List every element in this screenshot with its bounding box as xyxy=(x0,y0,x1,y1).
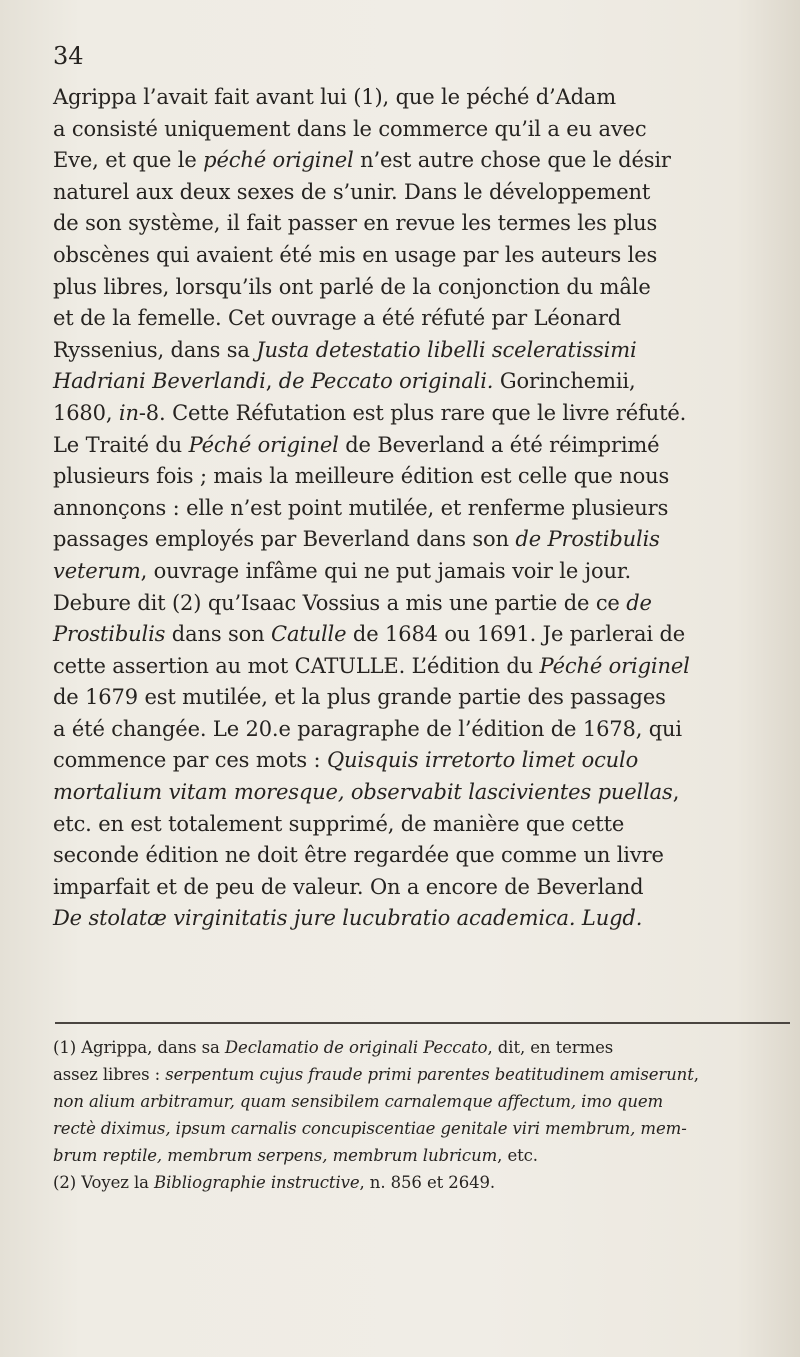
italic-text: Prostibulis xyxy=(53,622,166,647)
footnote-line xyxy=(53,1061,793,1088)
text-run: Agrippa l’avait fait avant lui (1), que le péché d’Adam xyxy=(53,85,617,109)
text-line xyxy=(53,303,793,335)
italic-text: Péché originel xyxy=(188,432,339,457)
text-line xyxy=(53,430,793,462)
text-run: seconde édition ne doit être regardée que comme un livre xyxy=(53,843,664,868)
text-line xyxy=(53,335,793,367)
text-run: (2) Voyez la xyxy=(53,1173,155,1192)
italic-text: non alium arbitramur, quam sensibilem carnalemque affectum, imo quem xyxy=(53,1092,664,1111)
footnote-line xyxy=(53,1034,793,1061)
text-run: 1680, xyxy=(53,400,119,425)
italic-text: veterum xyxy=(53,558,141,583)
text-run: de 1679 est mutilée, et la plus grande partie des passages xyxy=(53,685,666,710)
italic-text: Quisquis irretorto limet oculo xyxy=(326,748,639,773)
text-line xyxy=(53,872,793,904)
text-run: plus libres, lorsqu’ils ont parlé de la conjonction du mâle xyxy=(53,274,651,299)
italic-text: brum reptile, membrum serpens, membrum lubricum xyxy=(53,1146,498,1165)
text-line xyxy=(53,145,793,177)
text-line xyxy=(53,177,793,209)
text-run: etc. en est totalement supprimé, de manière que cette xyxy=(53,811,625,836)
text-run: n’est autre chose que le désir xyxy=(353,148,671,173)
text-run: cette assertion au mot CATULLE. L’édition du xyxy=(53,653,540,678)
text-run: (1) Agrippa, dans sa xyxy=(53,1038,225,1057)
italic-text: Hadriani Beverlandi xyxy=(53,369,266,394)
text-run: , xyxy=(265,369,279,394)
text-line xyxy=(53,366,793,398)
text-run: annonçons : elle n’est point mutilée, et renferme plusieurs xyxy=(53,495,669,520)
text-line xyxy=(53,208,793,240)
text-line xyxy=(53,588,793,620)
text-run: , xyxy=(693,1065,699,1084)
text-run: Debure dit (2) qu’Isaac Vossius a mis une partie de ce xyxy=(53,590,627,615)
text-line xyxy=(53,398,793,430)
italic-text: De stolatæ virginitatis jure lucubratio academica. Lugd. xyxy=(53,906,643,931)
text-line xyxy=(53,682,793,714)
text-line xyxy=(53,809,793,841)
footnote-line xyxy=(53,1169,793,1196)
text-line xyxy=(53,240,793,272)
text-run: dans son xyxy=(165,622,272,647)
text-run: Eve, et que le xyxy=(53,148,204,173)
italic-text: mortalium vitam moresque, observabit lascivientes puellas xyxy=(53,780,673,805)
italic-text: de xyxy=(626,590,652,615)
text-run: et de la femelle. Cet ouvrage a été réfuté par Léonard xyxy=(53,306,622,331)
italic-text: de Prostibulis xyxy=(515,527,660,552)
text-run: commence par ces mots : xyxy=(53,748,327,773)
text-run: de son système, il fait passer en revue les termes les plus xyxy=(53,211,658,236)
text-run: a consisté uniquement dans le commerce qu’il a eu avec xyxy=(53,116,647,141)
text-run: plusieurs fois ; mais la meilleure édition est celle que nous xyxy=(53,464,670,489)
text-line xyxy=(53,524,793,556)
text-line xyxy=(53,461,793,493)
footnote-line xyxy=(53,1088,793,1115)
text-line xyxy=(53,903,793,935)
text-run: de Beverland a été réimprimé xyxy=(338,432,660,457)
text-run: , etc. xyxy=(497,1146,538,1165)
italic-text: rectè diximus, ipsum carnalis concupiscentiae genitale viri membrum, mem- xyxy=(53,1119,687,1138)
footnote-line xyxy=(53,1142,793,1169)
text-run: , ouvrage infâme qui ne put jamais voir le jour. xyxy=(140,558,631,583)
text-line xyxy=(53,272,793,304)
text-run: , xyxy=(672,780,680,805)
text-run: obscènes qui avaient été mis en usage par les auteurs les xyxy=(53,242,658,267)
text-run: , dit, en termes xyxy=(487,1038,614,1057)
text-run: passages employés par Beverland dans son xyxy=(53,527,516,552)
text-run: , n. 856 et 2649. xyxy=(359,1173,496,1192)
text-line xyxy=(53,82,793,114)
italic-text: Péché originel xyxy=(539,653,690,678)
text-run: a été changée. Le 20.e paragraphe de l’édition de 1678, qui xyxy=(53,716,682,741)
main-text xyxy=(53,82,793,935)
text-line xyxy=(53,745,793,777)
footnote-separator xyxy=(55,1022,790,1024)
italic-text: de Peccato originali. xyxy=(278,369,494,394)
text-line xyxy=(53,493,793,525)
text-line xyxy=(53,114,793,146)
italic-text: in xyxy=(118,400,139,425)
footnotes xyxy=(53,1034,793,1196)
text-line xyxy=(53,556,793,588)
italic-text: péché originel xyxy=(203,148,354,173)
text-line xyxy=(53,619,793,651)
italic-text: Declamatio de originali Peccato xyxy=(224,1038,488,1057)
text-run: -8. Cette Réfutation est plus rare que le livre réfuté. xyxy=(138,400,687,425)
text-line xyxy=(53,651,793,683)
italic-text: Justa detestatio libelli sceleratissimi xyxy=(256,337,637,362)
italic-text: serpentum cujus fraude primi parentes beatitudinem amiserunt xyxy=(165,1065,694,1084)
footnote-line xyxy=(53,1115,793,1142)
italic-text: Catulle xyxy=(271,622,347,647)
text-line xyxy=(53,777,793,809)
text-line xyxy=(53,840,793,872)
text-line xyxy=(53,714,793,746)
text-run: Gorinchemii, xyxy=(493,369,636,394)
italic-text: Bibliographie instructive xyxy=(154,1173,360,1192)
text-run: Le Traité du xyxy=(53,432,189,457)
page-number: 34 xyxy=(53,42,84,70)
text-run: naturel aux deux sexes de s’unir. Dans le développement xyxy=(53,179,651,204)
text-run: imparfait et de peu de valeur. On a encore de Beverland xyxy=(53,874,644,899)
text-run: assez libres : xyxy=(53,1065,166,1084)
text-run: Ryssenius, dans sa xyxy=(53,337,257,362)
text-run: de 1684 ou 1691. Je parlerai de xyxy=(346,622,686,647)
